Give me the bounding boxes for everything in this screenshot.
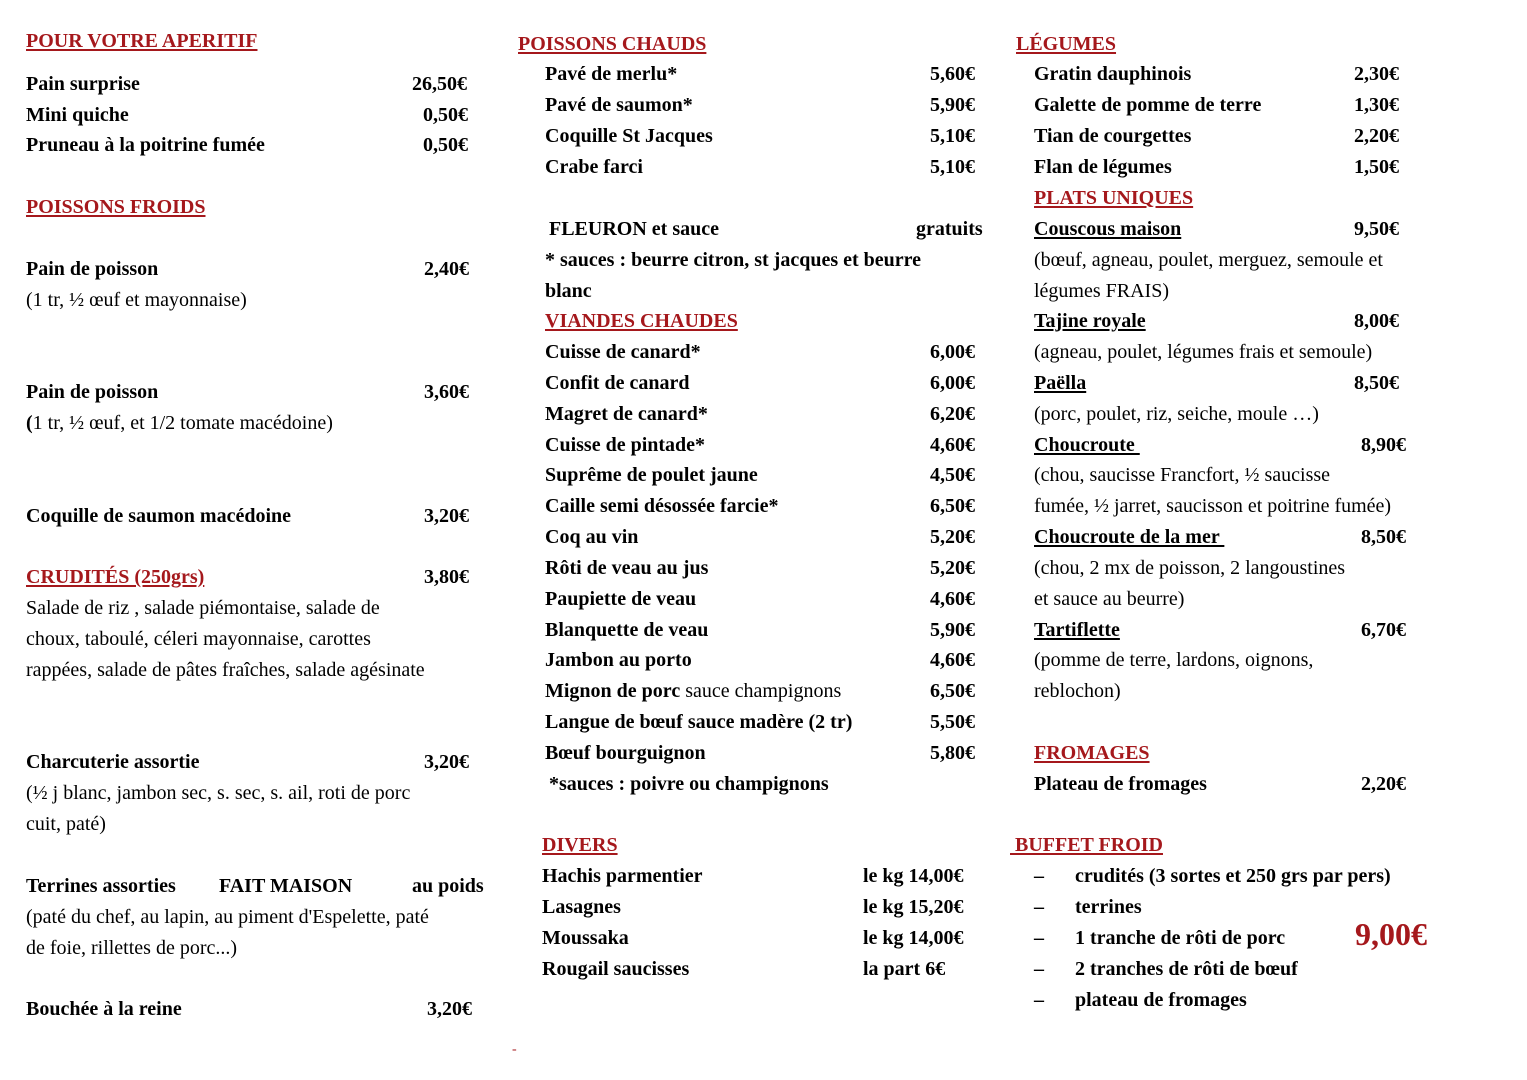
item-description [26, 411, 333, 435]
item-price: 4,60€ [930, 588, 975, 610]
heading-viandes-chaudes: VIANDES CHAUDES [545, 310, 738, 332]
item-description: légumes FRAIS) [1034, 280, 1169, 302]
item-name: Pain de poisson [26, 258, 159, 280]
item-name: Caille semi désossée farcie* [545, 495, 779, 517]
item-price: 8,90€ [1361, 434, 1406, 456]
item-price: 3,60€ [424, 381, 469, 403]
item-name: Plateau de fromages [1034, 773, 1207, 795]
bullet-dash: – [1034, 865, 1044, 887]
item-name: Lasagnes [542, 896, 621, 918]
item-price: 6,20€ [930, 403, 975, 425]
item-price: 5,90€ [930, 619, 975, 641]
heading-legumes: LÉGUMES [1016, 33, 1117, 55]
item-price: 5,50€ [930, 711, 975, 733]
item-price: 2,30€ [1354, 63, 1399, 85]
item-description: (bœuf, agneau, poulet, merguez, semoule et [1034, 249, 1383, 271]
item-price: le kg 15,20€ [863, 896, 964, 918]
item-price: 3,20€ [424, 751, 469, 773]
item-name: Choucroute de la mer [1034, 526, 1225, 548]
item-name: Tajine royale [1034, 310, 1146, 332]
bullet-dash: – [1034, 989, 1044, 1011]
item-price: 4,50€ [930, 464, 975, 486]
item-name: Gratin dauphinois [1034, 63, 1192, 85]
item-description: de foie, rillettes de porc...) [26, 937, 238, 959]
item-price: 1,50€ [1354, 156, 1399, 178]
item-description: (paté du chef, au lapin, au piment d'Espelette, paté [26, 906, 429, 928]
item-price: 5,20€ [930, 557, 975, 579]
item-name: Pain surprise [26, 73, 140, 95]
item-name: Pruneau à la poitrine fumée [26, 134, 265, 156]
heading-plats-uniques: PLATS UNIQUES [1034, 187, 1194, 209]
item-price: 2,40€ [424, 258, 469, 280]
item-price: 0,50€ [423, 104, 468, 126]
item-price: 6,00€ [930, 372, 975, 394]
item-description: rappées, salade de pâtes fraîches, salade agésinate [26, 659, 425, 681]
item-name [545, 679, 841, 703]
item-name: Magret de canard* [545, 403, 708, 425]
buffet-item: plateau de fromages [1075, 989, 1247, 1011]
item-name: Suprême de poulet jaune [545, 464, 758, 486]
item-price: 6,00€ [930, 341, 975, 363]
item-name: Rôti de veau au jus [545, 557, 709, 579]
item-price: 5,20€ [930, 526, 975, 548]
item-description: (porc, poulet, riz, seiche, moule …) [1034, 403, 1319, 425]
item-name: Charcuterie assortie [26, 751, 200, 773]
item-price: 4,60€ [930, 434, 975, 456]
item-name: FLEURON et sauce [549, 218, 719, 240]
item-description: (chou, saucisse Francfort, ½ saucisse [1034, 464, 1331, 486]
item-price: 6,50€ [930, 495, 975, 517]
item-name: Pavé de saumon* [545, 94, 693, 116]
item-description: fumée, ½ jarret, saucisson et poitrine fumée) [1034, 495, 1392, 517]
item-name: Bouchée à la reine [26, 998, 182, 1020]
item-price: 2,20€ [1354, 125, 1399, 147]
item-name: Paëlla [1034, 372, 1087, 394]
item-name: Coq au vin [545, 526, 639, 548]
item-name: Mini quiche [26, 104, 129, 126]
sauces-note: *sauces : poivre ou champignons [549, 773, 829, 795]
item-description: reblochon) [1034, 680, 1121, 702]
item-name: Tartiflette [1034, 619, 1120, 641]
item-name: Paupiette de veau [545, 588, 697, 610]
item-description: (½ j blanc, jambon sec, s. sec, s. ail, roti de porc [26, 782, 411, 804]
buffet-item: 2 tranches de rôti de bœuf [1075, 958, 1298, 980]
item-price: 3,20€ [424, 505, 469, 527]
item-price: 5,10€ [930, 125, 975, 147]
item-price: 0,50€ [423, 134, 468, 156]
item-price: 3,80€ [424, 566, 469, 588]
item-description: cuit, paté) [26, 813, 106, 835]
item-name: Choucroute [1034, 434, 1140, 456]
item-name: Bœuf bourguignon [545, 742, 706, 764]
item-price: la part 6€ [863, 958, 946, 980]
item-price: 5,80€ [930, 742, 975, 764]
item-name: Tian de courgettes [1034, 125, 1192, 147]
sauces-note: * sauces : beurre citron, st jacques et beurre [545, 249, 922, 271]
item-description: et sauce au beurre) [1034, 588, 1185, 610]
item-price: gratuits [916, 218, 983, 240]
item-description: choux, taboulé, céleri mayonnaise, carottes [26, 628, 371, 650]
item-name: Hachis parmentier [542, 865, 703, 887]
item-name: Coquille de saumon macédoine [26, 505, 292, 527]
buffet-price: 9,00€ [1355, 916, 1427, 952]
item-name: Confit de canard [545, 372, 690, 394]
item-name: Crabe farci [545, 156, 643, 178]
item-price: 3,20€ [427, 998, 472, 1020]
item-name: Blanquette de veau [545, 619, 709, 641]
paren-open: ( [26, 412, 33, 434]
bullet-dash: – [1034, 958, 1044, 980]
item-name: Cuisse de canard* [545, 341, 701, 363]
item-price: 6,50€ [930, 680, 975, 702]
bullet-dash: – [1034, 896, 1044, 918]
mignon-name: Mignon de porc [545, 680, 681, 702]
heading-poissons-chauds: POISSONS CHAUDS [518, 33, 707, 55]
item-name: Langue de bœuf sauce madère (2 tr) [545, 711, 853, 733]
item-price: 26,50€ [412, 73, 467, 95]
heading-divers: DIVERS [542, 834, 618, 856]
description-text: 1 tr, ½ œuf, et 1/2 tomate macédoine) [32, 412, 333, 434]
item-price: 6,70€ [1361, 619, 1406, 641]
bullet-dash: – [1034, 927, 1044, 949]
item-price: au poids [412, 875, 484, 897]
item-name: Terrines assorties [26, 875, 176, 897]
heading-poissons-froids: POISSONS FROIDS [26, 196, 206, 218]
item-price: le kg 14,00€ [863, 865, 964, 887]
item-price: 5,10€ [930, 156, 975, 178]
item-price: 5,60€ [930, 63, 975, 85]
heading-aperitif: POUR VOTRE APERITIF [26, 30, 258, 52]
item-price: 8,00€ [1354, 310, 1399, 332]
mignon-sauce: sauce champignons [680, 680, 842, 702]
item-price: 4,60€ [930, 649, 975, 671]
fait-maison-label: FAIT MAISON [219, 875, 353, 897]
buffet-item: crudités (3 sortes et 250 grs par pers) [1075, 865, 1391, 887]
item-price: 9,50€ [1354, 218, 1399, 240]
heading-crudites: CRUDITÉS (250grs) [26, 566, 205, 588]
sauces-note: blanc [545, 280, 592, 302]
item-description: Salade de riz , salade piémontaise, salade de [26, 597, 380, 619]
item-name: Rougail saucisses [542, 958, 690, 980]
item-description: (agneau, poulet, légumes frais et semoule) [1034, 341, 1373, 363]
item-price: le kg 14,00€ [863, 927, 964, 949]
item-name: Galette de pomme de terre [1034, 94, 1262, 116]
buffet-item: 1 tranche de rôti de porc [1075, 927, 1286, 949]
item-name: Jambon au porto [545, 649, 692, 671]
item-price: 8,50€ [1354, 372, 1399, 394]
item-description: (1 tr, ½ œuf et mayonnaise) [26, 289, 247, 311]
item-description: (pomme de terre, lardons, oignons, [1034, 649, 1314, 671]
item-name: Coquille St Jacques [545, 125, 713, 147]
item-name: Cuisse de pintade* [545, 434, 706, 456]
item-description: (chou, 2 mx de poisson, 2 langoustines [1034, 557, 1346, 579]
heading-buffet-froid: BUFFET FROID [1010, 834, 1163, 856]
item-name: Pain de poisson [26, 381, 159, 403]
item-name: Moussaka [542, 927, 629, 949]
item-name: Flan de légumes [1034, 156, 1172, 178]
stray-dash: - [512, 1042, 517, 1057]
item-price: 5,90€ [930, 94, 975, 116]
buffet-item: terrines [1075, 896, 1142, 918]
item-price: 2,20€ [1361, 773, 1406, 795]
item-price: 1,30€ [1354, 94, 1399, 116]
item-name: Couscous maison [1034, 218, 1182, 240]
item-name: Pavé de merlu* [545, 63, 678, 85]
heading-fromages: FROMAGES [1034, 742, 1150, 764]
item-price: 8,50€ [1361, 526, 1406, 548]
